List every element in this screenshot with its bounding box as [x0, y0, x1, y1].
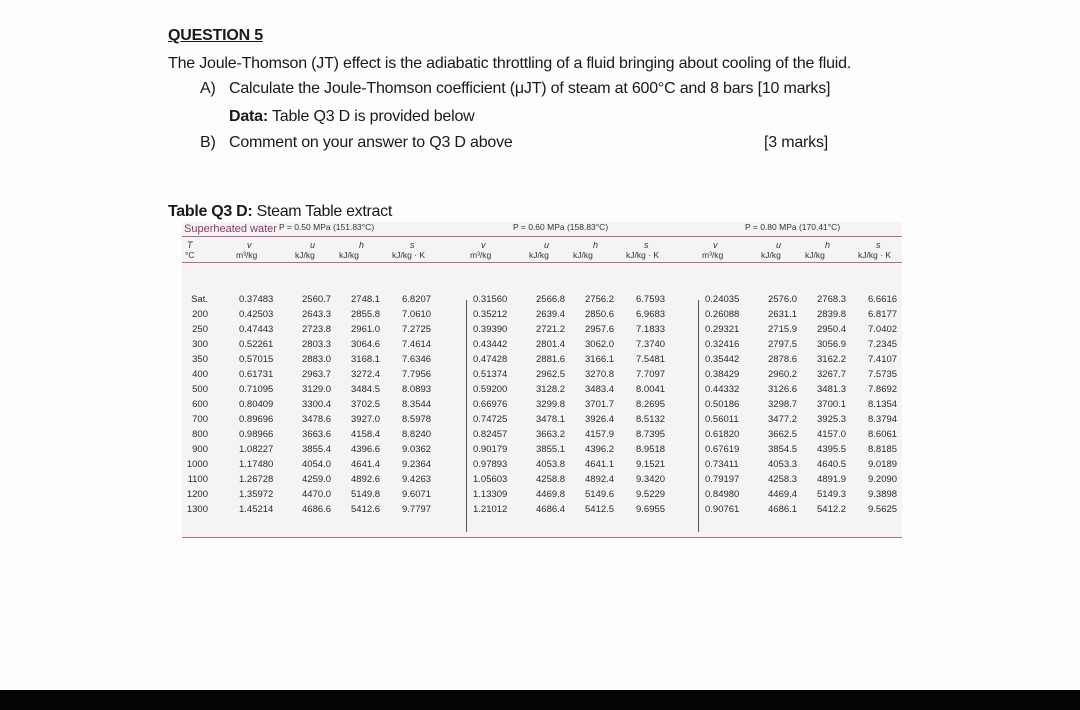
table-cell: 2631.1 — [768, 309, 798, 320]
table-cell: 2881.6 — [536, 354, 566, 365]
table-cell: 7.7956 — [402, 369, 432, 380]
table-cell: 4259.0 — [302, 474, 332, 485]
table-cell: 4686.1 — [768, 504, 798, 515]
table-cell: 1.05603 — [473, 474, 508, 485]
table-cell: 2643.3 — [302, 309, 332, 320]
temperature-cell: Sat. — [191, 294, 208, 305]
table-cell: 3481.3 — [817, 384, 847, 395]
table-cell: 1.17480 — [239, 459, 274, 470]
table-rule-top — [182, 236, 902, 237]
table-cell: 3925.3 — [817, 414, 847, 425]
temperature-cell: 350 — [192, 354, 208, 365]
table-cell: 8.1354 — [868, 399, 898, 410]
table-cell: 0.24035 — [705, 294, 740, 305]
table-cell: 4054.0 — [302, 459, 332, 470]
table-cell: 4641.4 — [351, 459, 381, 470]
temperature-cell: 1000 — [186, 459, 208, 470]
table-cell: 3270.8 — [585, 369, 615, 380]
table-cell: 0.90179 — [473, 444, 508, 455]
table-cell: 0.66976 — [473, 399, 508, 410]
table-cell: 4641.1 — [585, 459, 615, 470]
table-cell: 2566.8 — [536, 294, 566, 305]
table-cell: 7.4614 — [402, 339, 432, 350]
temperature-cell: 900 — [192, 444, 208, 455]
table-cell: 8.0041 — [636, 384, 666, 395]
pressure-label: P = 0.80 MPa (170.41°C) — [745, 222, 841, 232]
table-cell: 0.31560 — [473, 294, 508, 305]
table-cell: 3128.2 — [536, 384, 566, 395]
table-cell: 7.3740 — [636, 339, 666, 350]
table-cell: 9.5625 — [868, 504, 898, 515]
column-unit: kJ/kg · K — [392, 250, 426, 260]
data-line — [229, 108, 475, 126]
table-cell: 2962.5 — [536, 369, 566, 380]
table-cell: 4053.8 — [536, 459, 566, 470]
temperature-cell: 300 — [192, 339, 208, 350]
table-cell: 4258.8 — [536, 474, 566, 485]
table-cell: 7.0402 — [868, 324, 898, 335]
table-cell: 0.90761 — [705, 504, 740, 515]
table-cell: 8.5132 — [636, 414, 666, 425]
table-cell: 0.61731 — [239, 369, 274, 380]
column-unit: kJ/kg — [295, 250, 315, 260]
table-cell: 0.52261 — [239, 339, 274, 350]
table-cell: 0.56011 — [705, 414, 739, 425]
table-cell: 3700.1 — [817, 399, 847, 410]
table-cell: 8.8185 — [868, 444, 898, 455]
table-cell: 4396.6 — [351, 444, 381, 455]
table-cell: 8.3544 — [402, 399, 432, 410]
column-unit: m³/kg — [702, 250, 724, 260]
table-cell: 7.1833 — [636, 324, 666, 335]
table-cell: 6.9683 — [636, 309, 666, 320]
pressure-label: P = 0.50 MPa (151.83°C) — [279, 222, 375, 232]
pressure-label: P = 0.60 MPa (158.83°C) — [513, 222, 609, 232]
column-unit: kJ/kg · K — [858, 250, 892, 260]
column-header: v — [481, 240, 486, 250]
table-cell: 9.0362 — [402, 444, 432, 455]
table-cell: 8.6061 — [868, 429, 898, 440]
data-label: Data: — [229, 108, 269, 125]
table-cell: 6.8177 — [868, 309, 898, 320]
table-cell: 0.44332 — [705, 384, 740, 395]
table-cell: 9.3898 — [868, 489, 898, 500]
table-cell: 0.97893 — [473, 459, 508, 470]
table-cell: 0.79197 — [705, 474, 740, 485]
table-cell: 0.39390 — [473, 324, 508, 335]
table-cell: 0.67619 — [705, 444, 740, 455]
table-cell: 0.47443 — [239, 324, 274, 335]
column-unit: m³/kg — [470, 250, 492, 260]
table-cell: 2950.4 — [817, 324, 847, 335]
table-cell: 5149.8 — [351, 489, 381, 500]
table-cell: 2560.7 — [302, 294, 332, 305]
table-cell: 3855.1 — [536, 444, 566, 455]
temperature-header: T — [187, 240, 193, 250]
table-cell: 9.7797 — [402, 504, 432, 515]
table-cell: 1.35972 — [239, 489, 274, 500]
table-cell: 0.59200 — [473, 384, 508, 395]
column-group-divider — [698, 300, 699, 532]
temperature-cell: 600 — [192, 399, 208, 410]
table-cell: 2850.6 — [585, 309, 615, 320]
table-cell: 2768.3 — [817, 294, 847, 305]
steam-table-subtitle: Superheated water — [184, 223, 277, 235]
table-cell: 3272.4 — [351, 369, 381, 380]
table-cell: 3299.8 — [536, 399, 566, 410]
table-cell: 2756.2 — [585, 294, 615, 305]
table-cell: 0.51374 — [473, 369, 508, 380]
table-cell: 4395.5 — [817, 444, 847, 455]
data-text: Table Q3 D is provided below — [271, 108, 475, 125]
table-cell: 8.9518 — [636, 444, 666, 455]
temperature-cell: 250 — [192, 324, 208, 335]
temperature-cell: 1200 — [186, 489, 208, 500]
column-header: v — [247, 240, 252, 250]
part-b — [200, 134, 513, 152]
table-cell: 8.0893 — [402, 384, 432, 395]
table-cell: 4469.4 — [768, 489, 798, 500]
table-cell: 0.38429 — [705, 369, 740, 380]
table-cell: 4258.3 — [768, 474, 798, 485]
table-cell: 2855.8 — [351, 309, 381, 320]
table-cell: 9.1521 — [636, 459, 666, 470]
table-cell: 0.35212 — [473, 309, 508, 320]
column-group-divider — [466, 300, 467, 532]
table-cell: 1.45214 — [239, 504, 274, 515]
table-cell: 2961.0 — [351, 324, 381, 335]
part-b-marks: [3 marks] — [764, 134, 828, 151]
temperature-cell: 1300 — [186, 504, 208, 515]
temperature-unit: °C — [185, 250, 195, 260]
table-cell: 0.82457 — [473, 429, 508, 440]
column-header: s — [876, 240, 881, 250]
column-unit: m³/kg — [236, 250, 258, 260]
temperature-cell: 800 — [192, 429, 208, 440]
table-cell: 0.57015 — [239, 354, 274, 365]
table-cell: 9.4263 — [402, 474, 432, 485]
table-caption-bold: Table Q3 D: — [168, 203, 253, 220]
table-cell: 3483.4 — [585, 384, 615, 395]
table-cell: 2723.8 — [302, 324, 332, 335]
table-cell: 3484.5 — [351, 384, 381, 395]
table-cell: 0.71095 — [239, 384, 274, 395]
table-cell: 3701.7 — [585, 399, 615, 410]
table-cell: 5412.6 — [351, 504, 381, 515]
table-cell: 1.13309 — [473, 489, 508, 500]
column-header: h — [825, 240, 831, 250]
table-cell: 2721.2 — [536, 324, 566, 335]
table-cell: 2839.8 — [817, 309, 847, 320]
table-cell: 6.6616 — [868, 294, 898, 305]
table-cell: 3056.9 — [817, 339, 847, 350]
column-header: u — [776, 240, 782, 250]
temperature-cell: 500 — [192, 384, 208, 395]
table-cell: 5149.6 — [585, 489, 615, 500]
table-cell: 5412.2 — [817, 504, 847, 515]
column-unit: kJ/kg — [573, 250, 593, 260]
table-cell: 7.0610 — [402, 309, 432, 320]
table-cell: 3855.4 — [302, 444, 332, 455]
table-cell: 3478.6 — [302, 414, 332, 425]
question-intro: The Joule-Thomson (JT) effect is the adiabatic throttling of a fluid bringing about cooling of the fluid. — [168, 55, 852, 72]
column-header: s — [410, 240, 415, 250]
table-cell: 4053.3 — [768, 459, 798, 470]
table-cell: 8.2695 — [636, 399, 666, 410]
part-b-text: Comment on your answer to Q3 D above — [229, 134, 513, 151]
table-cell: 8.3794 — [868, 414, 898, 425]
column-header: u — [544, 240, 550, 250]
column-header: u — [310, 240, 316, 250]
table-cell: 2797.5 — [768, 339, 798, 350]
table-cell: 4891.9 — [817, 474, 847, 485]
table-cell: 2963.7 — [302, 369, 332, 380]
table-cell: 7.2345 — [868, 339, 898, 350]
part-a — [200, 80, 830, 98]
table-cell: 0.29321 — [705, 324, 740, 335]
steam-table — [182, 222, 902, 538]
table-cell: 9.2364 — [402, 459, 432, 470]
table-cell: 0.35442 — [705, 354, 740, 365]
table-cell: 3162.2 — [817, 354, 847, 365]
table-cell: 1.26728 — [239, 474, 274, 485]
table-cell: 2639.4 — [536, 309, 566, 320]
table-cell: 9.6955 — [636, 504, 666, 515]
column-header: h — [593, 240, 599, 250]
table-cell: 2748.1 — [351, 294, 381, 305]
table-cell: 3129.0 — [302, 384, 332, 395]
table-cell: 7.8692 — [868, 384, 898, 395]
bottom-bar — [0, 690, 1080, 710]
temperature-cell: 400 — [192, 369, 208, 380]
table-cell: 3477.2 — [768, 414, 798, 425]
table-cell: 5412.5 — [585, 504, 615, 515]
table-cell: 4892.6 — [351, 474, 381, 485]
table-rule-header — [182, 262, 902, 263]
table-caption-text: Steam Table extract — [256, 203, 392, 220]
table-cell: 4686.6 — [302, 504, 332, 515]
table-cell: 3663.6 — [302, 429, 332, 440]
table-cell: 6.7593 — [636, 294, 666, 305]
table-cell: 2801.4 — [536, 339, 566, 350]
table-cell: 0.98966 — [239, 429, 274, 440]
table-cell: 4470.0 — [302, 489, 332, 500]
table-cell: 0.47428 — [473, 354, 508, 365]
table-cell: 3478.1 — [536, 414, 566, 425]
column-unit: kJ/kg — [805, 250, 825, 260]
table-cell: 9.3420 — [636, 474, 666, 485]
table-cell: 9.5229 — [636, 489, 666, 500]
table-cell: 4157.0 — [817, 429, 847, 440]
table-cell: 9.2090 — [868, 474, 898, 485]
table-cell: 3663.2 — [536, 429, 566, 440]
table-caption — [168, 203, 392, 221]
table-cell: 5149.3 — [817, 489, 847, 500]
table-cell: 0.61820 — [705, 429, 740, 440]
table-cell: 2883.0 — [302, 354, 332, 365]
table-cell: 1.21012 — [473, 504, 508, 515]
part-a-label: A) — [200, 80, 216, 97]
table-cell: 6.8207 — [402, 294, 432, 305]
column-unit: kJ/kg · K — [626, 250, 660, 260]
table-cell: 2960.2 — [768, 369, 798, 380]
table-cell: 0.84980 — [705, 489, 740, 500]
table-rule-bottom — [182, 537, 902, 538]
table-cell: 0.73411 — [705, 459, 739, 470]
table-cell: 0.26088 — [705, 309, 740, 320]
table-cell: 4158.4 — [351, 429, 381, 440]
table-cell: 0.50186 — [705, 399, 740, 410]
table-cell: 4686.4 — [536, 504, 566, 515]
temperature-cell: 200 — [192, 309, 208, 320]
table-cell: 4469.8 — [536, 489, 566, 500]
table-cell: 7.7097 — [636, 369, 666, 380]
table-cell: 3168.1 — [351, 354, 381, 365]
table-cell: 3662.5 — [768, 429, 798, 440]
table-cell: 7.2725 — [402, 324, 432, 335]
table-cell: 2878.6 — [768, 354, 798, 365]
table-cell: 4892.4 — [585, 474, 615, 485]
table-cell: 4157.9 — [585, 429, 615, 440]
table-cell: 3702.5 — [351, 399, 381, 410]
column-header: s — [644, 240, 649, 250]
table-cell: 2576.0 — [768, 294, 798, 305]
table-cell: 3126.6 — [768, 384, 798, 395]
table-cell: 0.43442 — [473, 339, 508, 350]
table-cell: 3854.5 — [768, 444, 798, 455]
table-cell: 2715.9 — [768, 324, 798, 335]
column-unit: kJ/kg — [339, 250, 359, 260]
table-cell: 8.7395 — [636, 429, 666, 440]
table-cell: 4396.2 — [585, 444, 615, 455]
column-unit: kJ/kg — [761, 250, 781, 260]
table-cell: 3267.7 — [817, 369, 847, 380]
table-cell: 9.6071 — [402, 489, 432, 500]
column-unit: kJ/kg — [529, 250, 549, 260]
table-cell: 8.5978 — [402, 414, 432, 425]
table-cell: 0.74725 — [473, 414, 508, 425]
table-cell: 8.8240 — [402, 429, 432, 440]
table-cell: 2957.6 — [585, 324, 615, 335]
table-cell: 0.37483 — [239, 294, 274, 305]
column-header: h — [359, 240, 365, 250]
table-cell: 0.89696 — [239, 414, 274, 425]
table-cell: 2803.3 — [302, 339, 332, 350]
temperature-cell: 700 — [192, 414, 208, 425]
table-cell: 0.80409 — [239, 399, 274, 410]
temperature-cell: 1100 — [187, 474, 208, 485]
table-cell: 0.42503 — [239, 309, 274, 320]
table-cell: 3926.4 — [585, 414, 615, 425]
table-cell: 3927.0 — [351, 414, 381, 425]
table-cell: 1.08227 — [239, 444, 274, 455]
table-cell: 7.6346 — [402, 354, 432, 365]
column-header: v — [713, 240, 718, 250]
table-cell: 3062.0 — [585, 339, 615, 350]
question-title: QUESTION 5 — [168, 27, 263, 44]
table-cell: 7.5735 — [868, 369, 898, 380]
table-cell: 3298.7 — [768, 399, 798, 410]
part-b-label: B) — [200, 134, 216, 151]
table-cell: 3064.6 — [351, 339, 381, 350]
table-cell: 4640.5 — [817, 459, 847, 470]
table-cell: 7.5481 — [636, 354, 666, 365]
table-cell: 3300.4 — [302, 399, 332, 410]
part-a-text: Calculate the Joule-Thomson coefficient (μJT) of steam at 600°C and 8 bars [10 marks] — [229, 80, 831, 97]
table-cell: 9.0189 — [868, 459, 898, 470]
table-cell: 3166.1 — [585, 354, 615, 365]
table-cell: 0.32416 — [705, 339, 740, 350]
table-cell: 7.4107 — [868, 354, 898, 365]
